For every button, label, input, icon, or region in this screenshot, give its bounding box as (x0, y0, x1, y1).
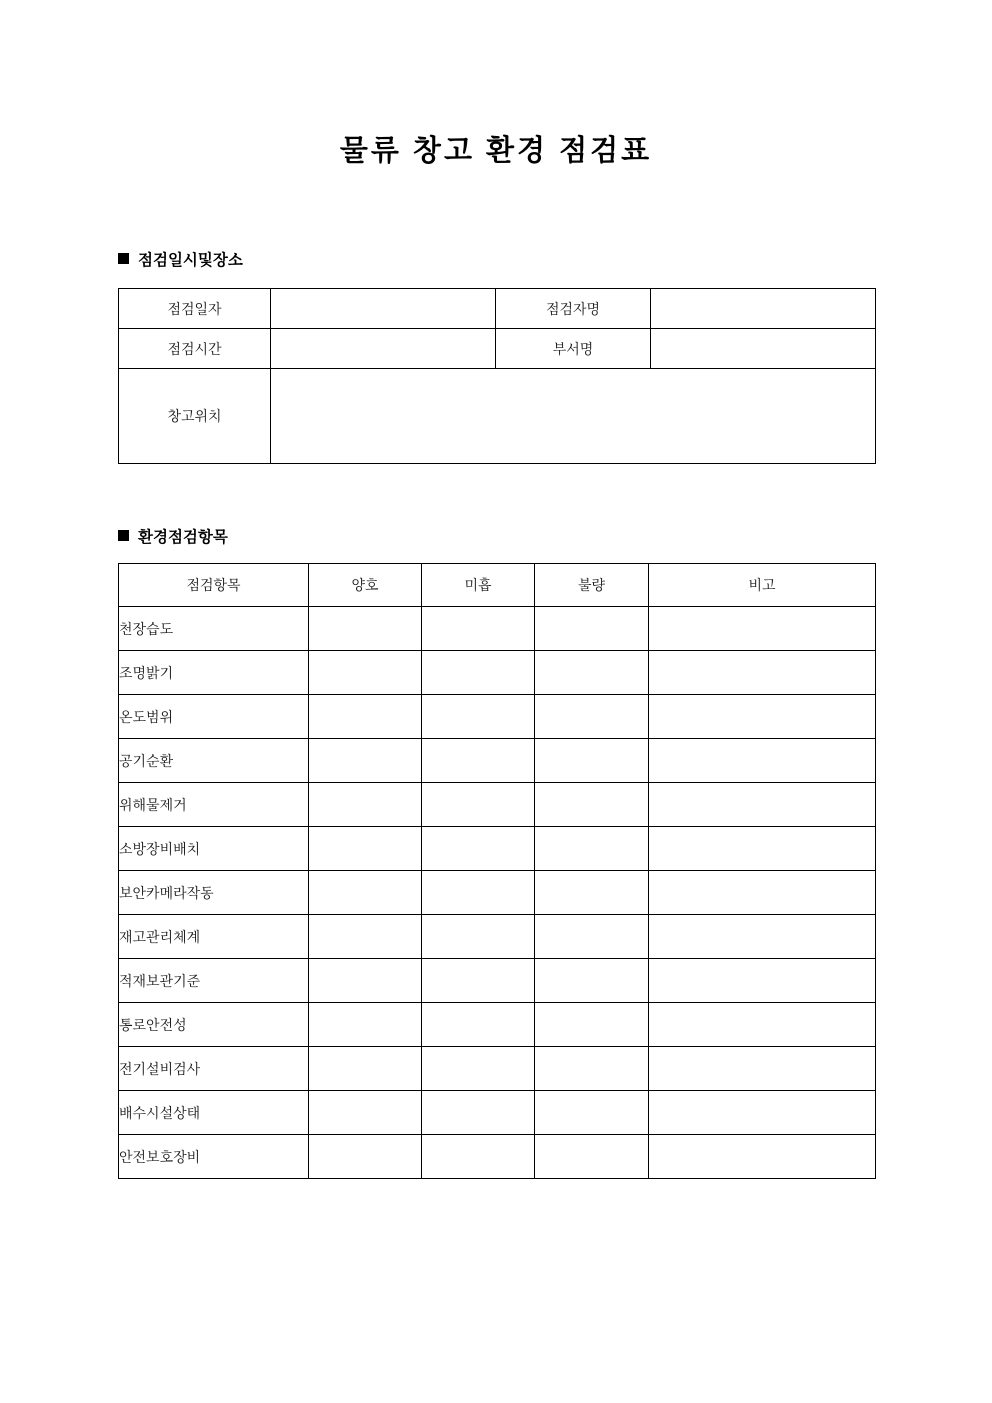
checkbox-cell-good[interactable] (309, 783, 422, 827)
remarks-cell[interactable] (649, 739, 876, 783)
item-label: 배수시설상태 (119, 1091, 309, 1135)
remarks-cell[interactable] (649, 827, 876, 871)
checkbox-cell-poor[interactable] (535, 739, 649, 783)
remarks-cell[interactable] (649, 783, 876, 827)
item-label: 조명밝기 (119, 651, 309, 695)
label-warehouse-location: 창고위치 (119, 369, 271, 464)
item-label: 전기설비검사 (119, 1047, 309, 1091)
checkbox-cell-good[interactable] (309, 959, 422, 1003)
column-header-insufficient: 미흡 (422, 564, 535, 607)
label-inspection-time: 점검시간 (119, 329, 271, 369)
page-title: 물류 창고 환경 점검표 (339, 135, 653, 167)
remarks-cell[interactable] (649, 959, 876, 1003)
field-department-name[interactable] (651, 329, 876, 369)
checkbox-cell-insufficient[interactable] (422, 695, 535, 739)
table-row (119, 695, 876, 739)
remarks-cell[interactable] (649, 607, 876, 651)
item-label: 통로안전성 (119, 1003, 309, 1047)
item-label: 천장습도 (119, 607, 309, 651)
checkbox-cell-insufficient[interactable] (422, 739, 535, 783)
remarks-cell[interactable] (649, 1047, 876, 1091)
column-header-item: 점검항목 (119, 564, 309, 607)
remarks-cell[interactable] (649, 1091, 876, 1135)
section-heading-inspection-info (118, 250, 243, 272)
table-row (119, 329, 876, 369)
checkbox-cell-insufficient[interactable] (422, 783, 535, 827)
table-row (119, 827, 876, 871)
checkbox-cell-good[interactable] (309, 1135, 422, 1179)
table-row (119, 915, 876, 959)
checkbox-cell-poor[interactable] (535, 651, 649, 695)
remarks-cell[interactable] (649, 651, 876, 695)
checkbox-cell-poor[interactable] (535, 1135, 649, 1179)
checkbox-cell-poor[interactable] (535, 1047, 649, 1091)
checkbox-cell-good[interactable] (309, 1047, 422, 1091)
section-heading-label: 환경점검항목 (138, 529, 228, 546)
checkbox-cell-good[interactable] (309, 651, 422, 695)
checkbox-cell-good[interactable] (309, 607, 422, 651)
checkbox-cell-poor[interactable] (535, 871, 649, 915)
column-header-remarks: 비고 (649, 564, 876, 607)
environment-items-table (118, 563, 876, 1179)
table-row (119, 1091, 876, 1135)
item-label: 온도범위 (119, 695, 309, 739)
label-inspection-date: 점검일자 (119, 289, 271, 329)
checkbox-cell-insufficient[interactable] (422, 1091, 535, 1135)
square-bullet-icon (118, 530, 129, 541)
checkbox-cell-good[interactable] (309, 915, 422, 959)
table-row (119, 1135, 876, 1179)
field-inspector-name[interactable] (651, 289, 876, 329)
remarks-cell[interactable] (649, 1003, 876, 1047)
checkbox-cell-poor[interactable] (535, 915, 649, 959)
checkbox-cell-good[interactable] (309, 827, 422, 871)
checkbox-cell-poor[interactable] (535, 827, 649, 871)
inspection-info-table (118, 288, 876, 464)
checkbox-cell-insufficient[interactable] (422, 651, 535, 695)
table-row (119, 289, 876, 329)
checkbox-cell-insufficient[interactable] (422, 959, 535, 1003)
item-label: 재고관리체계 (119, 915, 309, 959)
square-bullet-icon (118, 253, 129, 264)
checkbox-cell-good[interactable] (309, 739, 422, 783)
table-row (119, 369, 876, 464)
table-row (119, 607, 876, 651)
label-department-name: 부서명 (496, 329, 651, 369)
remarks-cell[interactable] (649, 695, 876, 739)
field-inspection-date[interactable] (271, 289, 496, 329)
checkbox-cell-insufficient[interactable] (422, 607, 535, 651)
checkbox-cell-insufficient[interactable] (422, 827, 535, 871)
table-row (119, 959, 876, 1003)
item-label: 안전보호장비 (119, 1135, 309, 1179)
table-row (119, 871, 876, 915)
remarks-cell[interactable] (649, 871, 876, 915)
section-heading-label: 점검일시및장소 (138, 252, 243, 269)
column-header-good: 양호 (309, 564, 422, 607)
checkbox-cell-poor[interactable] (535, 607, 649, 651)
checkbox-cell-poor[interactable] (535, 695, 649, 739)
item-label: 적재보관기준 (119, 959, 309, 1003)
table-row (119, 1047, 876, 1091)
item-label: 위해물제거 (119, 783, 309, 827)
checkbox-cell-poor[interactable] (535, 959, 649, 1003)
checkbox-cell-insufficient[interactable] (422, 871, 535, 915)
section-heading-environment-items (118, 527, 228, 549)
table-row (119, 1003, 876, 1047)
checkbox-cell-insufficient[interactable] (422, 1003, 535, 1047)
item-label: 소방장비배치 (119, 827, 309, 871)
checkbox-cell-poor[interactable] (535, 1003, 649, 1047)
field-inspection-time[interactable] (271, 329, 496, 369)
field-warehouse-location[interactable] (271, 369, 876, 464)
table-header-row (119, 564, 876, 607)
checkbox-cell-insufficient[interactable] (422, 1135, 535, 1179)
item-label: 보안카메라작동 (119, 871, 309, 915)
column-header-poor: 불량 (535, 564, 649, 607)
table-row (119, 651, 876, 695)
checkbox-cell-insufficient[interactable] (422, 915, 535, 959)
checkbox-cell-poor[interactable] (535, 783, 649, 827)
remarks-cell[interactable] (649, 915, 876, 959)
table-row (119, 783, 876, 827)
remarks-cell[interactable] (649, 1135, 876, 1179)
label-inspector-name: 점검자명 (496, 289, 651, 329)
checkbox-cell-poor[interactable] (535, 1091, 649, 1135)
checkbox-cell-good[interactable] (309, 871, 422, 915)
checkbox-cell-good[interactable] (309, 1003, 422, 1047)
item-label: 공기순환 (119, 739, 309, 783)
table-row (119, 739, 876, 783)
checkbox-cell-good[interactable] (309, 695, 422, 739)
checkbox-cell-insufficient[interactable] (422, 1047, 535, 1091)
checkbox-cell-good[interactable] (309, 1091, 422, 1135)
